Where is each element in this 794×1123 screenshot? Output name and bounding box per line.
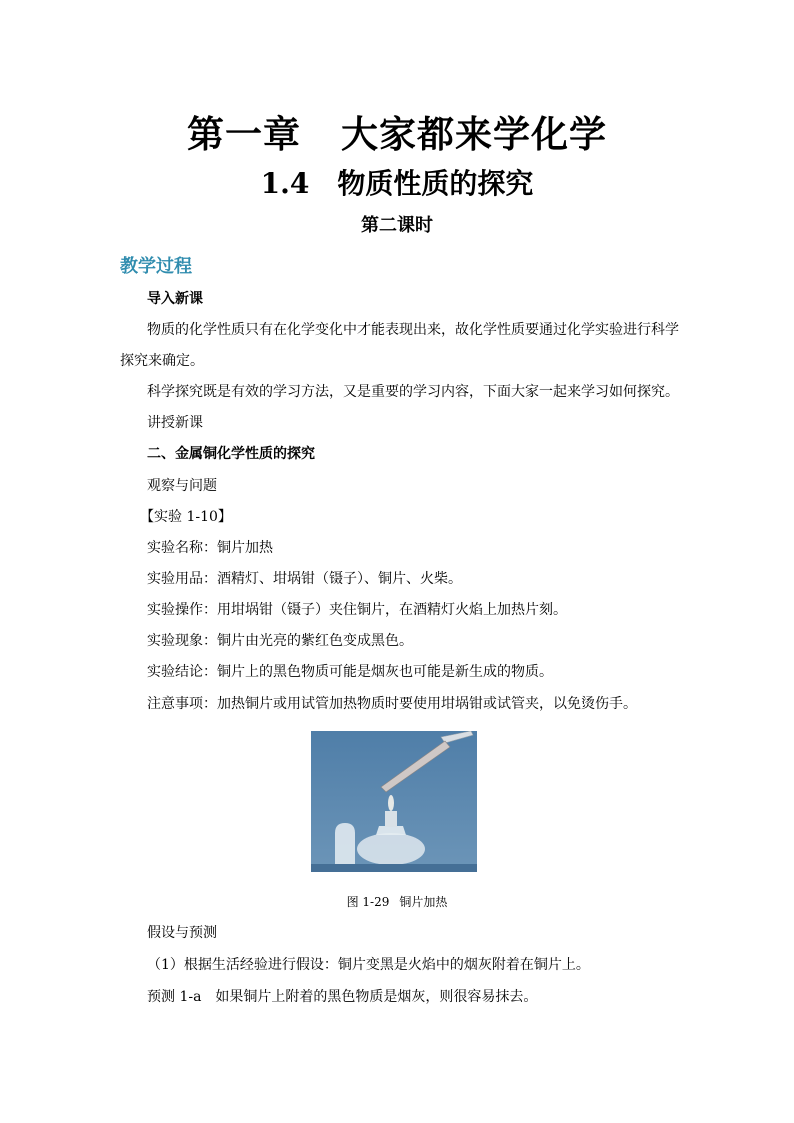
prediction-1a: 预测 1-a 如果铜片上附着的黑色物质是烟灰，则很容易抹去。 — [147, 989, 538, 1005]
experiment-conclusion: 实验结论：铜片上的黑色物质可能是烟灰也可能是新生成的物质。 — [147, 664, 553, 680]
section-title — [0, 162, 794, 202]
experiment-phenomenon: 实验现象：铜片由光亮的紫红色变成黑色。 — [147, 633, 413, 649]
copper-heating-illustration — [311, 731, 477, 872]
chapter-title — [0, 104, 794, 158]
intro-heading: 导入新课 — [147, 291, 203, 307]
chapter-name: 大家都来学化学 — [341, 112, 607, 156]
figure-title: 铜片加热 — [399, 895, 448, 909]
copper-subheading: 二、金属铜化学性质的探究 — [147, 446, 315, 462]
experiment-operation: 实验操作：用坩埚钳（镊子）夹住铜片，在酒精灯火焰上加热片刻。 — [147, 602, 567, 618]
experiment-caution: 注意事项：加热铜片或用试管加热物质时要使用坩埚钳或试管夹，以免烫伤手。 — [147, 696, 637, 712]
figure-number: 图 1-29 — [346, 895, 390, 909]
section-number: 1.4 — [260, 167, 310, 200]
new-lesson-label: 讲授新课 — [147, 415, 203, 431]
observe-label: 观察与问题 — [147, 478, 217, 494]
chapter-number: 第一章 — [187, 112, 301, 156]
copper-heating-photo — [311, 731, 477, 872]
paragraph-2: 科学探究既是有效的学习方法，又是重要的学习内容，下面大家一起来学习如何探究。 — [147, 384, 679, 400]
hypothesis-label: 假设与预测 — [147, 925, 217, 941]
figure-caption — [0, 893, 794, 910]
paragraph-1-line-1: 物质的化学性质只有在化学变化中才能表现出来，故化学性质要通过化学实验进行科学 — [147, 322, 679, 338]
paragraph-1-line-2: 探究来确定。 — [120, 353, 204, 369]
experiment-materials: 实验用品：酒精灯、坩埚钳（镊子）、铜片、火柴。 — [147, 571, 462, 587]
lesson-title: 第二课时 — [361, 215, 433, 236]
teaching-process-heading: 教学过程 — [120, 256, 192, 277]
experiment-name: 实验名称：铜片加热 — [147, 540, 273, 556]
experiment-tag: 【实验 1-10】 — [140, 509, 232, 525]
hypothesis-1: （1）根据生活经验进行假设：铜片变黑是火焰中的烟灰附着在铜片上。 — [147, 957, 590, 973]
section-name: 物质性质的探究 — [337, 167, 534, 200]
